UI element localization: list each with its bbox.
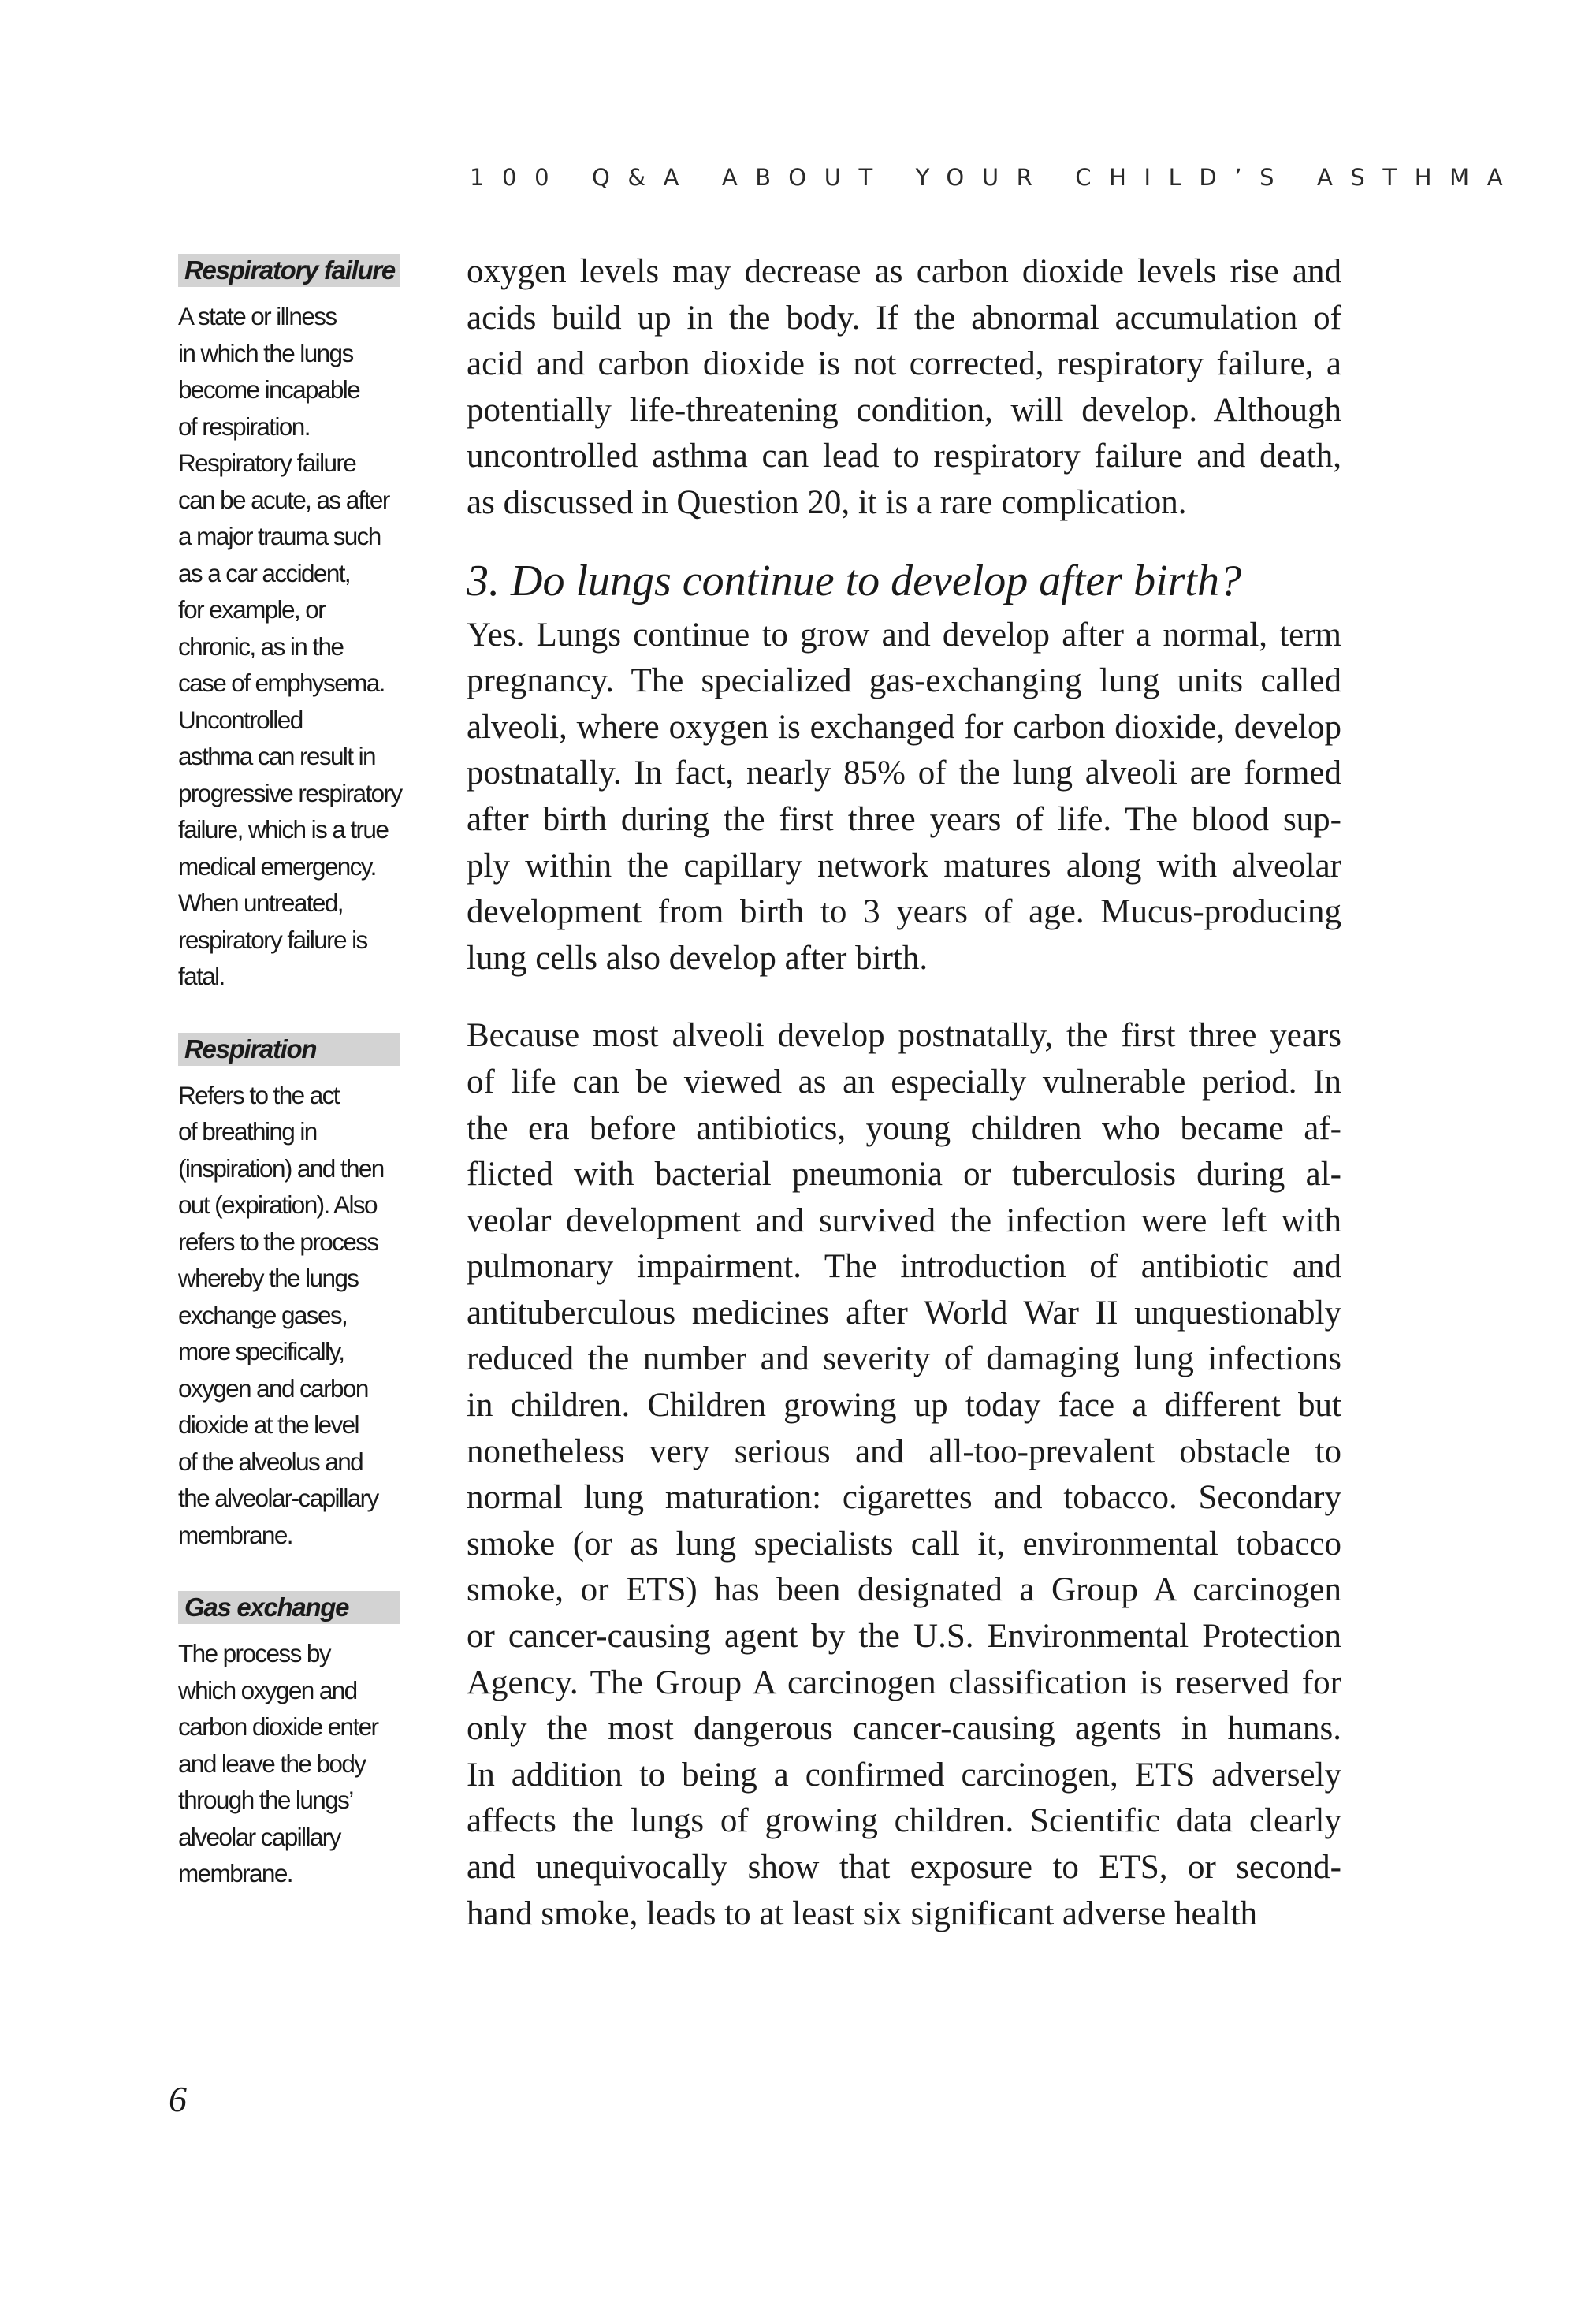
text-line: flicted with bacterial pneumonia or tuberculosis during al- [467, 1156, 1341, 1194]
text-line: asthma can result in [178, 742, 375, 770]
text-line: affects the lungs of growing children. Scientific data clearly [467, 1802, 1341, 1840]
body-paragraph-3 [467, 1013, 1341, 1937]
text-line: and leave the body [178, 1749, 366, 1778]
glossary-definition [178, 1635, 400, 1892]
text-line: acid and carbon dioxide is not corrected, respiratory failure, a [467, 345, 1341, 383]
text-line: a major trauma such [178, 522, 381, 550]
text-line: can be acute, as after [178, 485, 389, 514]
text-line: which oxygen and [178, 1675, 357, 1704]
text-line: Uncontrolled [178, 705, 303, 734]
text-line: chronic, as in the [178, 631, 344, 661]
text-line: When untreated, [178, 888, 343, 917]
text-line: in children. Children growing up today face a different but [467, 1387, 1341, 1425]
text-line: postnatally. In fact, nearly 85% of the lung alveoli are formed [467, 754, 1341, 792]
text-line: of life can be viewed as an especially vulnerable period. In [467, 1063, 1341, 1101]
text-line: refers to the process [178, 1227, 378, 1256]
glossary-term: Respiratory failure [178, 254, 400, 287]
glossary-term: Gas exchange [178, 1591, 400, 1624]
glossary-entry-respiration [178, 1033, 400, 1554]
running-header: 100 Q&A ABOUT YOUR CHILD’S ASTHMA [470, 164, 1521, 191]
text-line: oxygen levels may decrease as carbon dioxide levels rise and [467, 253, 1341, 290]
glossary-sidebar [178, 254, 400, 1930]
text-line: more specifically, [178, 1337, 344, 1365]
text-line: membrane. [178, 1520, 292, 1549]
text-line: in which the lungs [178, 338, 353, 367]
text-line: Refers to the act [178, 1080, 339, 1109]
text-line: as a car accident, [178, 558, 351, 587]
text-line: of breathing in [178, 1117, 317, 1146]
text-line: or cancer-causing agent by the U.S. Environmental Protection [467, 1618, 1341, 1656]
text-line: hand smoke, leads to at least six significant adverse health [467, 1894, 1258, 1932]
text-line: Respiratory failure [178, 449, 356, 477]
text-line: exchange gases, [178, 1300, 348, 1329]
text-line: veolar development and survived the infection were left with [467, 1201, 1341, 1239]
text-line: of the alveolus and [178, 1447, 363, 1476]
text-line: A state or illness [178, 302, 337, 330]
text-line: only the most dangerous cancer-causing agents in humans. [467, 1710, 1341, 1748]
text-line: Because most alveoli develop postnatally, the first three years [467, 1017, 1341, 1055]
glossary-definition [178, 1077, 400, 1554]
text-line: out (expiration). Also [178, 1190, 377, 1219]
text-line: as discussed in Question 20, it is a rare complication. [467, 483, 1187, 521]
text-line: medical emergency. [178, 851, 376, 881]
text-line: pregnancy. The specialized gas-exchanging lung units called [467, 662, 1341, 700]
glossary-definition [178, 298, 400, 995]
text-line: reduced the number and severity of damaging lung infections [467, 1340, 1341, 1378]
text-line: whereby the lungs [178, 1264, 359, 1292]
text-line: pulmonary impairment. The introduction of antibiotic and [467, 1248, 1341, 1286]
glossary-entry-gas-exchange [178, 1591, 400, 1892]
text-line: In addition to being a confirmed carcinogen, ETS adversely [467, 1756, 1341, 1794]
text-line: potentially life-threatening condition, will develop. Although [467, 391, 1341, 429]
text-line: Agency. The Group A carcinogen classification is reserved for [467, 1663, 1341, 1701]
glossary-entry-respiratory-failure [178, 254, 400, 995]
text-line: oxygen and carbon [178, 1373, 368, 1403]
text-line: smoke, or ETS) has been designated a Group A carcinogen [467, 1571, 1341, 1609]
text-line: uncontrolled asthma can lead to respiratory failure and death, [467, 438, 1341, 475]
text-line: carbon dioxide enter [178, 1712, 378, 1741]
text-line: respiratory failure is [178, 925, 367, 954]
text-line: failure, which is a true [178, 815, 389, 844]
text-line: (inspiration) and then [178, 1153, 384, 1183]
text-line: through the lungs’ [178, 1786, 353, 1814]
text-line: nonetheless very serious and all-too-prevalent obstacle to [467, 1432, 1341, 1470]
text-line: smoke (or as lung specialists call it, environmental tobacco [467, 1525, 1341, 1563]
text-line: ply within the capillary network matures along with alveolar [467, 847, 1341, 885]
text-line: and unequivocally show that exposure to ETS, or second- [467, 1849, 1341, 1886]
body-paragraph-1 [467, 249, 1341, 527]
glossary-term: Respiration [178, 1033, 400, 1066]
text-line: progressive respiratory [178, 778, 402, 807]
section-heading: 3. Do lungs continue to develop after birth? [467, 556, 1241, 605]
text-line: lung cells also develop after birth. [467, 939, 928, 977]
text-line: normal lung maturation: cigarettes and tobacco. Secondary [467, 1479, 1341, 1517]
body-paragraph-2 [467, 613, 1341, 982]
text-line: alveoli, where oxygen is exchanged for carbon dioxide, develop [467, 708, 1341, 746]
text-line: the alveolar-capillary [178, 1484, 378, 1512]
text-line: for example, or [178, 595, 326, 624]
text-line: antituberculous medicines after World War II unquestionably [467, 1294, 1341, 1332]
text-line: case of emphysema. [178, 669, 385, 697]
text-line: Yes. Lungs continue to grow and develop after a normal, term [467, 616, 1341, 654]
text-line: become incapable [178, 375, 360, 404]
text-line: dioxide at the level [178, 1410, 359, 1439]
main-text-column [467, 249, 1341, 1937]
text-line: fatal. [178, 962, 225, 990]
text-line: alveolar capillary [178, 1822, 340, 1851]
text-line: after birth during the first three years of life. The blood sup- [467, 800, 1341, 838]
text-line: development from birth to 3 years of age. Mucus-producing [467, 893, 1341, 931]
text-line: The process by [178, 1639, 330, 1667]
text-line: acids build up in the body. If the abnormal accumulation of [467, 299, 1341, 337]
text-line: of respiration. [178, 412, 310, 441]
page-number: 6 [169, 2079, 187, 2119]
text-line: the era before antibiotics, young children who became af- [467, 1109, 1341, 1147]
text-line: membrane. [178, 1859, 292, 1887]
